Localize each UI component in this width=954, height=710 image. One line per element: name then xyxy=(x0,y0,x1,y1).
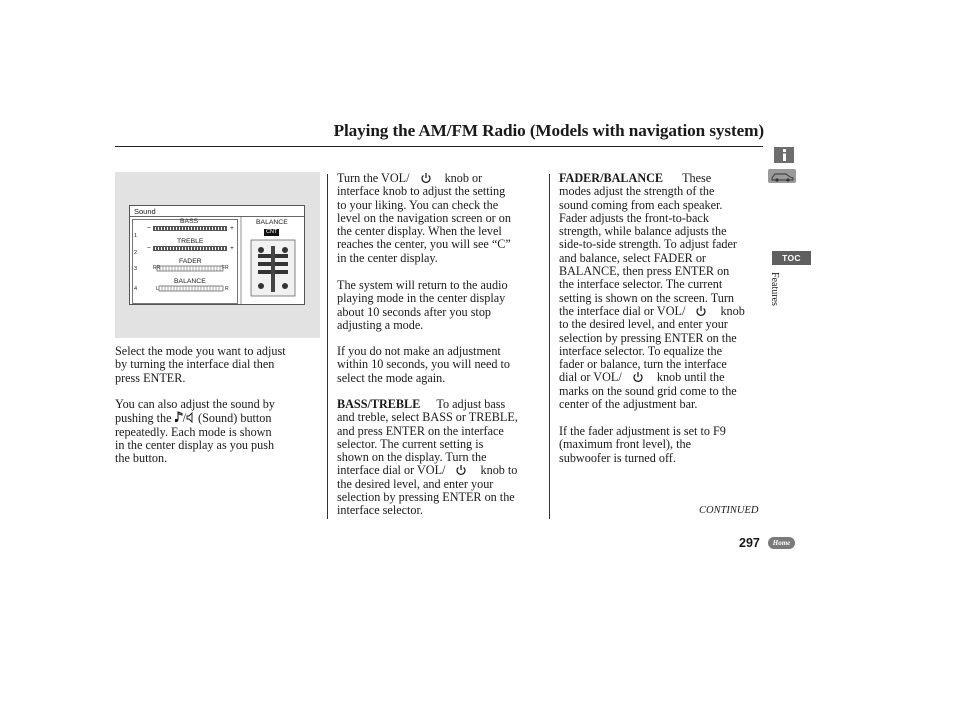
balance-r: R xyxy=(225,286,229,292)
text-span: pushing the xyxy=(115,411,172,426)
text-line: selection by pressing ENTER on the xyxy=(559,330,737,345)
treble-plus: + xyxy=(230,245,234,252)
text-line: You can also adjust the sound by xyxy=(115,397,275,411)
power-icon xyxy=(632,371,644,383)
text-line: and press ENTER on the interface xyxy=(337,423,504,438)
text-line: strength, while balance adjusts the xyxy=(559,224,727,239)
text-line: interface knob to adjust the setting xyxy=(337,184,506,199)
title-rule xyxy=(115,146,763,147)
toc-button[interactable]: TOC xyxy=(772,251,811,265)
text-line: the desired level, and enter your xyxy=(337,476,494,491)
cnt-badge: CNT xyxy=(266,229,278,235)
text-line: the center display. When the level xyxy=(337,224,502,239)
fader-label: FADER xyxy=(179,258,202,265)
text-line: setting is shown on the screen. Turn xyxy=(559,290,735,305)
text-line: sound coming from each speaker. xyxy=(559,197,723,212)
text-line: and balance, select FADER or xyxy=(559,250,706,265)
text-line: modes adjust the strength of the xyxy=(559,184,715,199)
text-span: dial or VOL/ xyxy=(559,370,622,385)
text-span: knob until the xyxy=(656,370,725,385)
bass-label: BASS xyxy=(180,218,199,225)
text-line xyxy=(337,464,518,477)
text-line: repeatedly. Each mode is shown xyxy=(115,424,272,439)
text-line: reaches the center, you will see “C” xyxy=(337,237,511,252)
car-icon xyxy=(768,169,796,183)
column-divider xyxy=(327,174,328,519)
text-line xyxy=(559,305,745,318)
speaker-icon xyxy=(186,412,195,423)
text-line: to the desired level, and enter your xyxy=(559,317,728,332)
page-number: 297 xyxy=(739,536,760,550)
text-line: selector. The current setting is xyxy=(337,436,484,451)
text-line: If the fader adjustment is set to F9 xyxy=(559,424,726,438)
screen-title: Sound xyxy=(130,206,304,217)
text-line: press ENTER. xyxy=(115,370,186,385)
text-span: interface dial or VOL/ xyxy=(337,463,446,478)
text-line: The system will return to the audio xyxy=(337,278,508,292)
text-line: adjusting a mode. xyxy=(337,317,424,332)
text-line: within 10 seconds, you will need to xyxy=(337,357,510,372)
bass-plus: + xyxy=(230,225,234,232)
text-line: Fader adjusts the front-to-back xyxy=(559,210,709,225)
info-icon xyxy=(774,147,794,163)
fader-rr: RR xyxy=(153,265,161,271)
col2-para2 xyxy=(337,279,508,332)
text-line xyxy=(337,172,511,185)
text-line: in the center display. xyxy=(337,250,438,265)
callout-3: 3 xyxy=(134,266,138,272)
music-note-icon xyxy=(175,411,183,423)
text-line: selection by pressing ENTER on the xyxy=(337,490,515,505)
col1-para2 xyxy=(115,398,275,465)
power-icon xyxy=(455,464,467,476)
continued-label: CONTINUED xyxy=(699,505,759,516)
text-line: the button. xyxy=(115,451,168,466)
text-span: knob xyxy=(720,303,745,318)
text-line: and treble, select BASS or TREBLE, xyxy=(337,410,518,425)
text-span: These xyxy=(682,171,712,185)
text-span: To adjust bass xyxy=(436,397,506,411)
col3-para2 xyxy=(559,425,726,465)
text-line xyxy=(559,172,745,185)
column-divider xyxy=(549,174,550,519)
col3-para1 xyxy=(559,172,745,411)
text-line: subwoofer is turned off. xyxy=(559,450,676,465)
text-line: level on the navigation screen or on xyxy=(337,210,511,225)
text-line: in the center display as you push xyxy=(115,437,275,452)
power-icon xyxy=(695,305,707,317)
text-line: interface selector. To equalize the xyxy=(559,343,723,358)
text-line: center of the adjustment bar. xyxy=(559,397,698,412)
text-line: Select the mode you want to adjust xyxy=(115,344,286,358)
callout-2: 2 xyxy=(134,250,138,256)
text-line: the interface selector. The current xyxy=(559,277,723,292)
text-span: the interface dial or VOL/ xyxy=(559,303,686,318)
page-title: Playing the AM/FM Radio (Models with navigation system) xyxy=(333,121,764,140)
text-line xyxy=(115,411,275,425)
info-button[interactable] xyxy=(774,147,794,163)
text-line: about 10 seconds after you stop xyxy=(337,304,492,319)
text-line: side-to-side strength. To adjust fader xyxy=(559,237,737,252)
text-line: by turning the interface dial then xyxy=(115,357,275,372)
text-line: marks on the sound grid come to the xyxy=(559,383,737,398)
text-line: fader or balance, turn the interface xyxy=(559,357,727,372)
bass-minus: − xyxy=(147,225,151,232)
text-line: shown on the display. Turn the xyxy=(337,450,487,465)
sound-screen xyxy=(129,205,305,305)
balance-panel-label: BALANCE xyxy=(256,219,288,226)
text-span: Turn the VOL/ xyxy=(337,171,410,185)
home-button[interactable]: Home xyxy=(768,537,795,549)
callout-4: 4 xyxy=(134,286,138,292)
balance-label: BALANCE xyxy=(174,278,206,285)
sound-screen-figure xyxy=(115,172,320,338)
text-line: If you do not make an adjustment xyxy=(337,344,501,358)
section-heading: BASS/TREBLE xyxy=(337,397,421,411)
text-line: interface selector. xyxy=(337,503,423,518)
text-span: (Sound) button xyxy=(198,411,272,426)
section-heading: FADER/BALANCE xyxy=(559,171,664,185)
section-tab[interactable]: Features xyxy=(769,272,780,306)
text-span: knob or xyxy=(444,171,483,185)
power-icon xyxy=(420,172,432,184)
text-line: (maximum front level), the xyxy=(559,437,691,452)
col2-para1 xyxy=(337,172,511,265)
treble-minus: − xyxy=(147,245,151,252)
vehicle-index-button[interactable] xyxy=(768,169,796,183)
col1-para1 xyxy=(115,345,286,385)
balance-l: L xyxy=(156,286,159,292)
text-line xyxy=(337,398,518,411)
col2-para4 xyxy=(337,398,518,518)
text-span: knob to xyxy=(480,463,518,478)
treble-label: TREBLE xyxy=(177,238,204,245)
text-line xyxy=(559,371,745,384)
text-line: playing mode in the center display xyxy=(337,291,506,306)
fader-fr: FR xyxy=(222,265,229,271)
text-line: select the mode again. xyxy=(337,370,446,385)
text-span: / xyxy=(182,411,186,426)
col2-para3 xyxy=(337,345,510,385)
text-line: to your liking. You can check the xyxy=(337,197,499,212)
callout-1: 1 xyxy=(134,233,138,239)
text-line: BALANCE, then press ENTER on xyxy=(559,264,730,279)
